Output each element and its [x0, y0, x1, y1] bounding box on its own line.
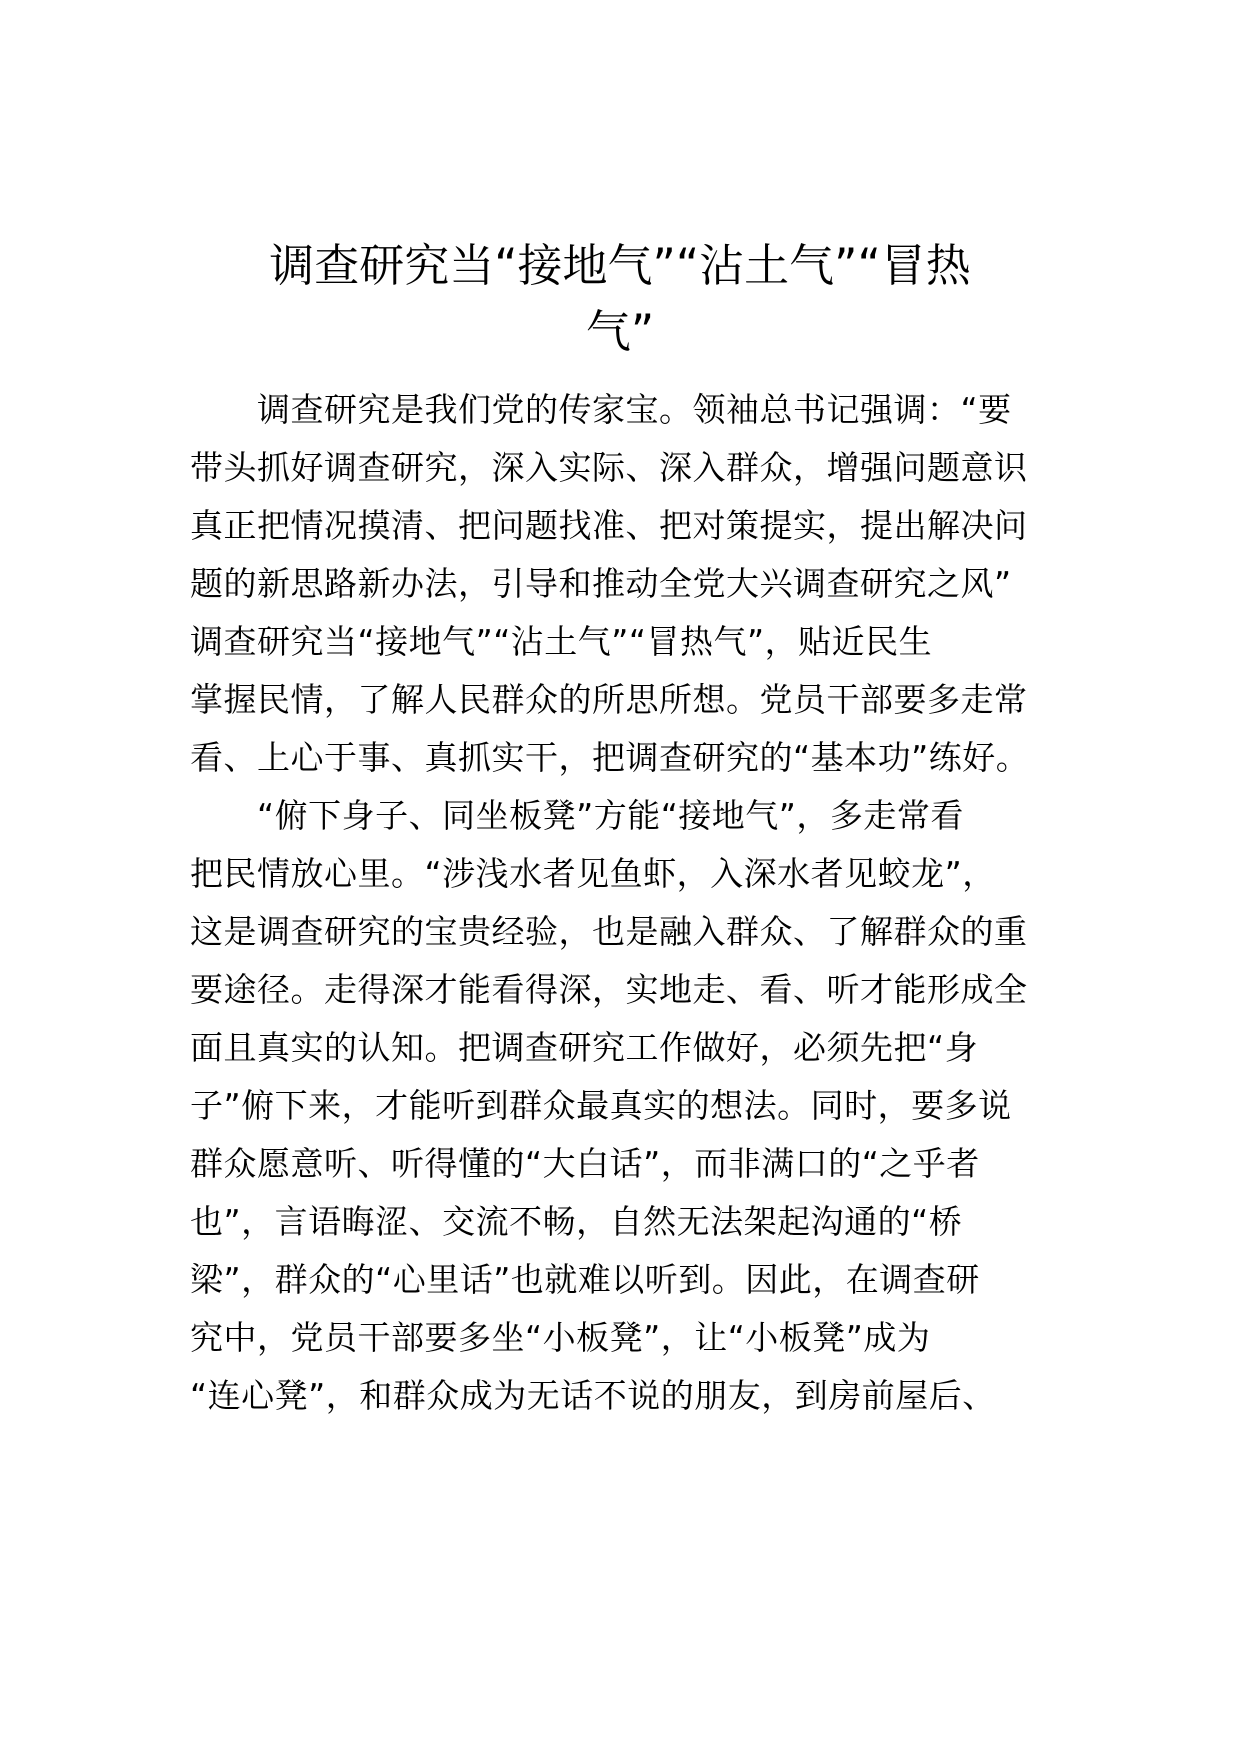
body-line: 子”俯下来，才能听到群众最真实的想法。同时，要多说 [190, 1086, 1012, 1125]
body-line: 调查研究是我们党的传家宝。领袖总书记强调：“要 [190, 390, 1012, 429]
body-line: 调查研究当“接地气”“沾土气”“冒热气”，贴近民生 [190, 622, 933, 661]
body-line: 真正把情况摸清、把问题找准、把对策提实，提出解决问 [190, 506, 1028, 545]
body-line: 也”，言语晦涩、交流不畅，自然无法架起沟通的“桥 [190, 1202, 963, 1241]
body-line: 究中，党员干部要多坐“小板凳”，让“小板凳”成为 [190, 1318, 931, 1357]
document-title-line-2: 气” [585, 305, 655, 358]
body-line: 掌握民情，了解人民群众的所思所想。党员干部要多走常 [190, 680, 1028, 719]
body-line: 群众愿意听、听得懂的“大白话”，而非满口的“之乎者 [190, 1144, 980, 1183]
document-title-line-1: 调查研究当“接地气”“沾土气”“冒热 [269, 239, 971, 292]
body-line: 把民情放心里。“涉浅水者见鱼虾，入深水者见蛟龙”， [190, 854, 996, 893]
body-line: 题的新思路新办法，引导和推动全党大兴调查研究之风” [190, 564, 1012, 603]
body-line: “连心凳”，和群众成为无话不说的朋友，到房前屋后、 [190, 1376, 996, 1415]
body-line: 看、上心于事、真抓实干，把调查研究的“基本功”练好。 [190, 738, 1030, 777]
body-line: 面且真实的认知。把调查研究工作做好，必须先把“身 [190, 1028, 979, 1067]
body-line: 这是调查研究的宝贵经验，也是融入群众、了解群众的重 [190, 912, 1028, 951]
body-line: “俯下身子、同坐板凳”方能“接地气”，多走常看 [190, 796, 964, 835]
body-line: 要途径。走得深才能看得深，实地走、看、听才能形成全 [190, 970, 1028, 1009]
body-line: 梁”，群众的“心里话”也就难以听到。因此，在调查研 [190, 1260, 980, 1299]
body-line: 带头抓好调查研究，深入实际、深入群众，增强问题意识 [190, 448, 1028, 487]
